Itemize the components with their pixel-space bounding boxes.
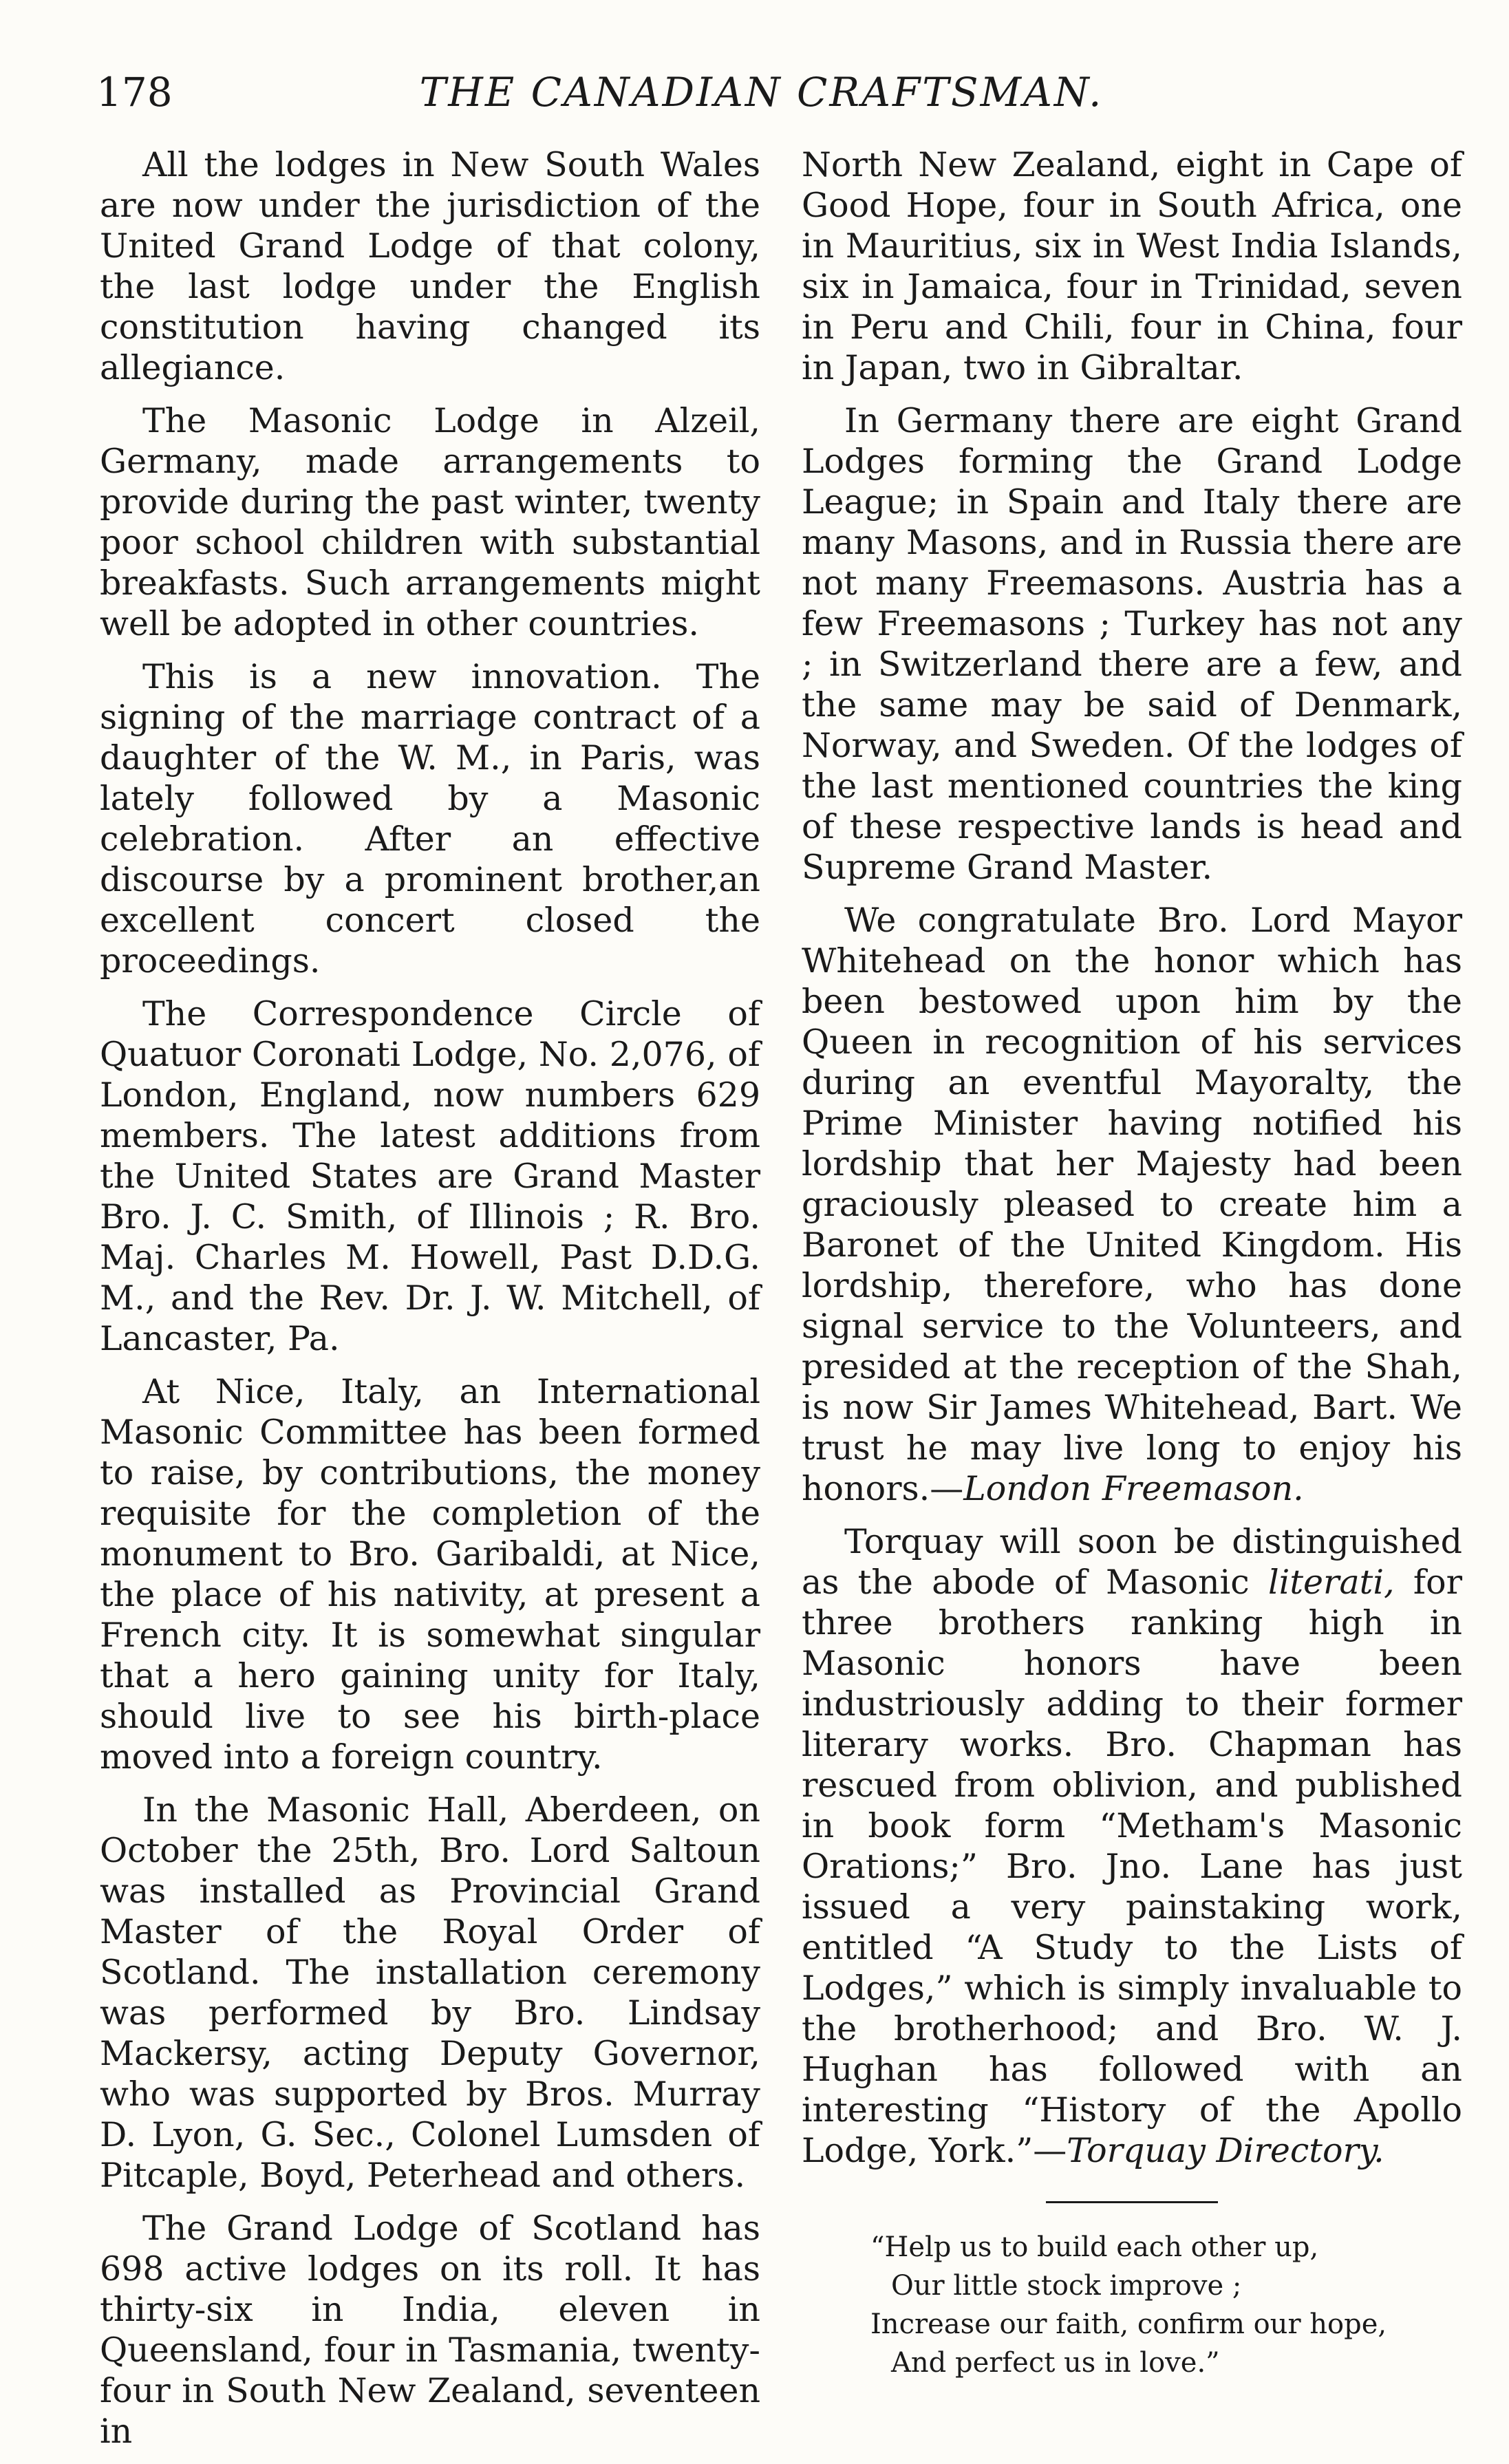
paragraph-paris: This is a new innovation. The signing of the marriage contract of a daughter of the W. M., in Paris, was lately followed by a Masonic celebration. After an effective discourse by a prominent brother,an excellent concert closed the proceedings. xyxy=(100,657,760,981)
paragraph-alzeil: The Masonic Lodge in Alzeil, Germany, made arrangements to provide during the past winter, twenty poor school children with substantial breakfasts. Such arrangements might well be adopted in other countries. xyxy=(100,401,760,643)
torquay-text-b: for three brothers ranking high in Masonic honors have been industriously adding to their former literary works. Bro. Chapman has rescued from oblivion, and published in book form “Metham's Masonic Orations;” Bro. Jno. Lane has just issued a very painstaking work, entitled “A Study to the Lists of Lodges,” which is simply invaluable to the brotherhood; and Bro. W. J. Hughan has followed with an interesting “History of the Apollo Lodge, York.”— xyxy=(802,1563,1462,2170)
verse-line: “Help us to build each other up, xyxy=(870,2231,1319,2263)
paragraph-continued: North New Zealand, eight in Cape of Good Hope, four in South Africa, one in Mauritius, six in West India Islands, six in Jamaica, four in Trinidad, seven in Peru and Chili, four in China, four in Japan, two in Gibraltar. xyxy=(802,145,1462,387)
paragraph-grand-lodge-scotland: The Grand Lodge of Scotland has 698 active lodges on its roll. It has thirty-six in India, eleven in Queensland, four in Tasmania, twenty-four in South New Zealand, seventeen in xyxy=(100,2209,760,2451)
paragraph-aberdeen: In the Masonic Hall, Aberdeen, on October the 25th, Bro. Lord Saltoun was installed as Provincial Grand Master of the Royal Order of Scotland. The installation ceremony was performed by Bro. Lindsay Mackersy, acting Deputy Governor, who was supported by Bros. Murray D. Lyon, G. Sec., Colonel Lumsden of Pitcaple, Boyd, Peterhead and others. xyxy=(100,1790,760,2195)
paragraph-quatuor-coronati: The Correspondence Circle of Quatuor Coronati Lodge, No. 2,076, of London, England, now numbers 629 members. The latest additions from the United States are Grand Master Bro. J. C. Smith, of Illinois ; R. Bro. Maj. Charles M. Howell, Past D.D.G. M., and the Rev. Dr. J. W. Mitchell, of Lancaster, Pa. xyxy=(100,994,760,1358)
left-column xyxy=(100,144,760,2464)
paragraph-nsw: All the lodges in New South Wales are now under the jurisdiction of the United Grand Lodge of that colony, the last lodge under the English constitution having changed its allegiance. xyxy=(100,145,760,387)
paragraph-whitehead xyxy=(802,900,1462,1509)
paragraph-germany: In Germany there are eight Grand Lodges forming the Grand Lodge League; in Spain and Italy there are many Masons, and in Russia there are not many Freemasons. Austria has a few Freemasons ; Turkey has not any ; in Switzerland there are a few, and the same may be said of Denmark, Norway, and Sweden. Of the lodges of the last mentioned countries the king of these respective lands is head and Supreme Grand Master. xyxy=(802,401,1462,887)
paragraph-torquay xyxy=(802,1521,1462,2171)
torquay-text-a: Torquay will soon be distinguished as the abode of Masonic xyxy=(802,1522,1462,1602)
right-column xyxy=(802,144,1462,2382)
running-title: THE CANADIAN CRAFTSMAN. xyxy=(419,69,1104,116)
paragraph-nice: At Nice, Italy, an International Masonic Committee has been formed to raise, by contributions, the money requisite for the completion of the monument to Bro. Garibaldi, at Nice, the place of his nativity, at present a French city. It is somewhat singular that a hero gaining unity for Italy, should live to see his birth-place moved into a foreign country. xyxy=(100,1372,760,1777)
literati-italic: literati, xyxy=(1268,1563,1395,1602)
closing-verse xyxy=(843,2228,1462,2382)
verse-line: Increase our faith, confirm our hope, xyxy=(870,2308,1387,2340)
verse-line: And perfect us in love.” xyxy=(891,2347,1220,2379)
verse-line: Our little stock improve ; xyxy=(891,2270,1242,2302)
whitehead-text: We congratulate Bro. Lord Mayor Whitehead on the honor which has been bestowed upon him by the Queen in recognition of his services during an eventful Mayoralty, the Prime Minister having notified his lordship that her Majesty had been graciously pleased to create him a Baronet of the United Kingdom. His lordship, therefore, who has done signal service to the Volunteers, and presided at the reception of the Shah, is now Sir James Whitehead, Bart. We trust he may live long to enjoy his honors.— xyxy=(802,901,1462,1508)
page-number: 178 xyxy=(96,69,173,116)
page-header xyxy=(96,69,1426,124)
source-torquay-directory: Torquay Directory. xyxy=(1067,2131,1384,2170)
source-london-freemason: London Freemason. xyxy=(963,1469,1304,1508)
section-divider xyxy=(1046,2201,1218,2203)
